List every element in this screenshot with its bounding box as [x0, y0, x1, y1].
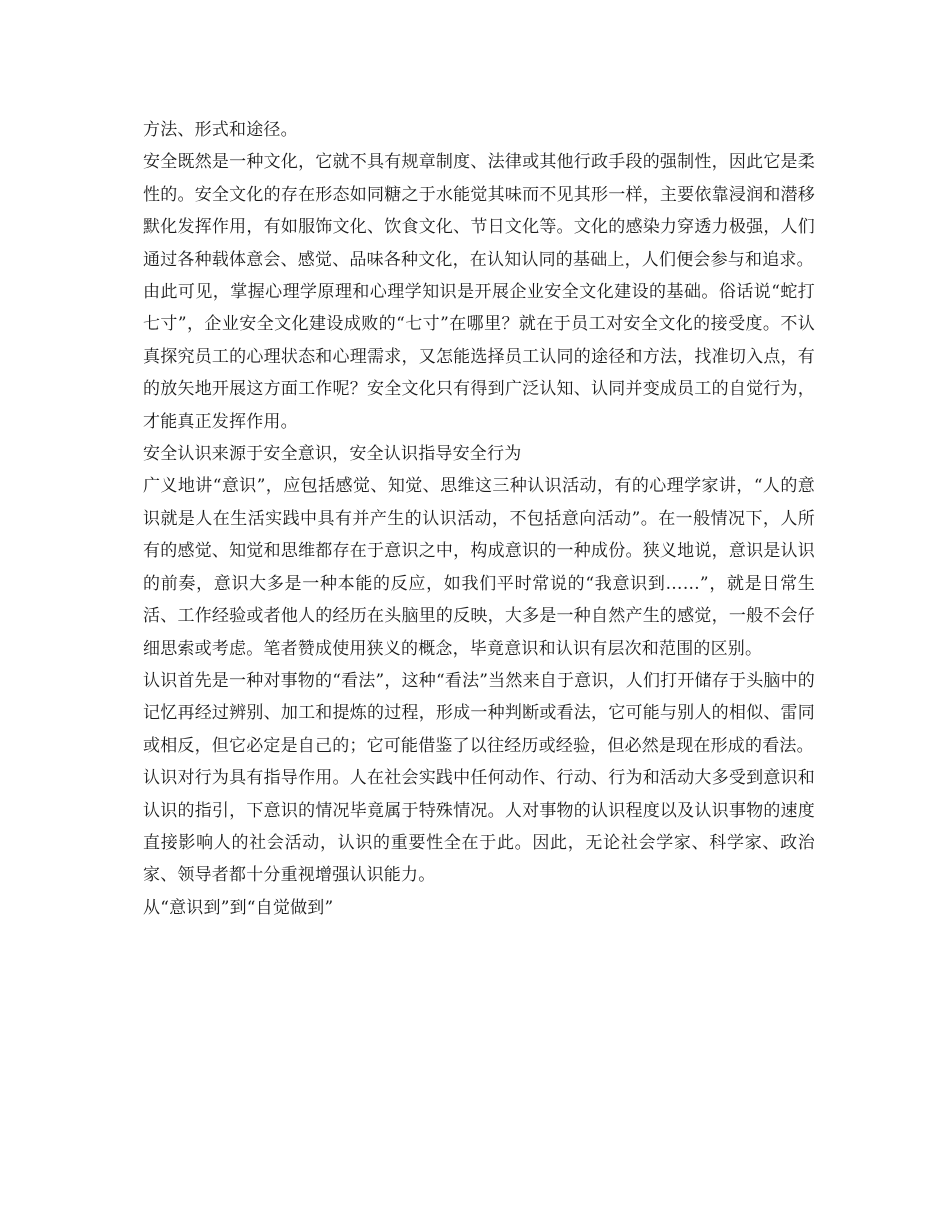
- section-heading-from-aware-to-act: 从“意识到”到“自觉做到”: [143, 897, 334, 918]
- section-heading-awareness-cognition: 安全认识来源于安全意识，安全认识指导安全行为: [143, 444, 522, 465]
- paragraph-consciousness-definition: 广义地讲“意识”，应包括感觉、知觉、思维这三种认识活动，有的心理学家讲，“人的意识就是人在生活实践中具有并产生的认识活动，不包括意向活动”。在一般情况下，人所有的感觉、知觉和思维都存在于意识之中，构成意识的一种成份。狭义地说，意识是认识的前奏，意识大多是一种本能的反应，如我们平时常说的“我意识到……”，就是日常生活、工作经验或者他人的经历在头脑里的反映，大多是一种自然产生的感觉，一般不会仔细思索或考虑。笔者赞成使用狭义的概念，毕竟意识和认识有层次和范围的区别。: [143, 476, 815, 659]
- paragraph-cognition-view: 认识首先是一种对事物的“看法”，这种“看法”当然来自于意识，人们打开储存于头脑中的记忆再经过辨别、加工和提炼的过程，形成一种判断或看法，它可能与别人的相似、雷同或相反，但它必定是自己的；它可能借鉴了以往经历或经验，但必然是现在形成的看法。: [143, 670, 815, 756]
- document-body: [143, 114, 815, 924]
- paragraph-psychology-foundation: 由此可见，掌握心理学原理和心理学知识是开展企业安全文化建设的基础。俗话说“蛇打七寸”，企业安全文化建设成败的“七寸”在哪里？就在于员工对安全文化的接受度。不认真探究员工的心理状态和心理需求，又怎能选择员工认同的途径和方法，找准切入点，有的放矢地开展这方面工作呢？安全文化只有得到广泛认知、认同并变成员工的自觉行为，才能真正发挥作用。: [143, 282, 815, 432]
- paragraph-safety-culture-soft: 安全既然是一种文化，它就不具有规章制度、法律或其他行政手段的强制性，因此它是柔性的。安全文化的存在形态如同糖之于水能觉其味而不见其形一样，主要依靠浸润和潜移默化发挥作用，有如服饰文化、饮食文化、节日文化等。文化的感染力穿透力极强，人们通过各种载体意会、感觉、品味各种文化，在认知认同的基础上，人们便会参与和追求。: [143, 152, 815, 270]
- paragraph-method-form-path: 方法、形式和途径。: [143, 120, 298, 140]
- paragraph-cognition-guides-behavior: 认识对行为具有指导作用。人在社会实践中任何动作、行动、行为和活动大多受到意识和认识的指引，下意识的情况毕竟属于特殊情况。人对事物的认识程度以及认识事物的速度直接影响人的社会活动，认识的重要性全在于此。因此，无论社会学家、科学家、政治家、领导者都十分重视增强认识能力。: [143, 768, 815, 886]
